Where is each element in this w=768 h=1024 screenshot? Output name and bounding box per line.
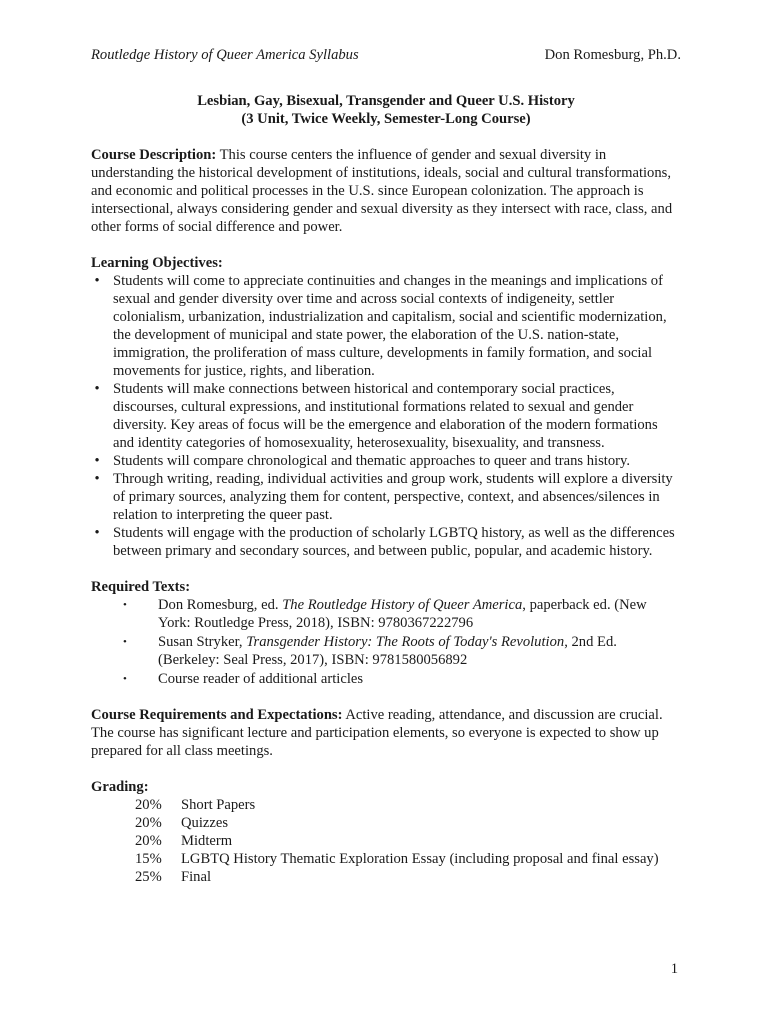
- header-course-title: Routledge History of Queer America Syllabus: [91, 47, 359, 63]
- course-description: [91, 146, 681, 236]
- texts-list: [91, 596, 681, 688]
- syllabus-page: [91, 46, 681, 886]
- text-item: • Don Romesburg, ed. The Routledge History of Queer America, paperback ed. (New York: Routledge Press, 2018), ISBN: 9780367222796: [123, 597, 647, 631]
- grading-table: [135, 796, 681, 886]
- grading-label: Grading:: [91, 779, 149, 795]
- objectives-list: [91, 272, 681, 560]
- text-item: • Susan Stryker, Transgender History: The Roots of Today's Revolution, 2nd Ed. (Berkeley: Seal Press, 2017), ISBN: 9781580056892: [123, 634, 617, 668]
- course-requirements-label: Course Requirements and Expectations:: [91, 707, 343, 723]
- header-author: Don Romesburg, Ph.D.: [544, 47, 681, 63]
- required-texts-label: Required Texts:: [91, 579, 191, 595]
- bullet-icon: •: [123, 599, 127, 611]
- learning-objectives-label: Learning Objectives:: [91, 255, 223, 271]
- course-requirements-text: Active reading, attendance, and discussion are crucial. The course has significant lecture and participation elements, so everyone is expected to show up prepared for all class meetings.: [91, 707, 663, 759]
- course-title-line2: (3 Unit, Twice Weekly, Semester-Long Course): [241, 111, 531, 127]
- bullet-icon: •: [94, 381, 100, 397]
- learning-objectives: [91, 254, 681, 560]
- page-number: 1: [670, 961, 678, 977]
- grading-row: 20% Midterm: [135, 833, 233, 849]
- course-title: [91, 92, 681, 128]
- objective-item: • Students will make connections between historical and contemporary social practices, discourses, cultural expressions, and institutional formations related to sexual and gender diversity. Key areas of focus will be the emergence and elaboration of the modern formations and identity categories of homosexuality, heterosexuality, bisexuality, and transness.: [91, 380, 681, 452]
- objective-item: • Students will compare chronological and thematic approaches to queer and trans history.: [91, 452, 681, 470]
- bullet-icon: •: [94, 273, 100, 289]
- objective-item: • Through writing, reading, individual activities and group work, students will explore a diversity of primary sources, analyzing them for content, perspective, context, and absences/silences in relation to interpreting the queer past.: [91, 470, 681, 524]
- required-texts: [91, 578, 681, 688]
- grading-row: 15% LGBTQ History Thematic Exploration Essay (including proposal and final essay): [135, 851, 659, 867]
- bullet-icon: •: [94, 453, 100, 469]
- bullet-icon: •: [123, 636, 127, 648]
- course-description-label: Course Description:: [91, 147, 217, 163]
- page-header: [91, 46, 681, 66]
- course-title-line1: Lesbian, Gay, Bisexual, Transgender and Queer U.S. History: [197, 93, 575, 109]
- bullet-icon: •: [94, 471, 100, 487]
- text-item: • Course reader of additional articles: [123, 671, 364, 687]
- bullet-icon: •: [94, 525, 100, 541]
- grading-row: 20% Quizzes: [135, 815, 229, 831]
- course-description-text: This course centers the influence of gender and sexual diversity in understanding the historical development of institutions, ideals, social and cultural transformations, and economic and political processes in the U.S. since European colonization. The approach is intersectional, always considering gender and sexual diversity as they intersect with race, class, and other forms of social difference and power.: [91, 147, 673, 235]
- bullet-icon: •: [123, 673, 127, 685]
- course-requirements: [91, 706, 681, 760]
- objective-item: • Students will engage with the production of scholarly LGBTQ history, as well as the differences between primary and secondary sources, and between public, popular, and academic history.: [91, 524, 681, 560]
- objective-item: • Students will come to appreciate continuities and changes in the meanings and implications of sexual and gender diversity over time and across social contexts of indigeneity, settler colonialism, urbanization, industrialization and capitalism, social and scientific modernization, the development of municipal and state power, the elaboration of the U.S. nation-state, immigration, the proliferation of mass culture, developments in family formation, and social movements for justice, rights, and liberation.: [91, 272, 681, 380]
- grading-row: 20% Short Papers: [135, 797, 256, 813]
- grading: [91, 778, 681, 886]
- grading-row: 25% Final: [135, 869, 211, 885]
